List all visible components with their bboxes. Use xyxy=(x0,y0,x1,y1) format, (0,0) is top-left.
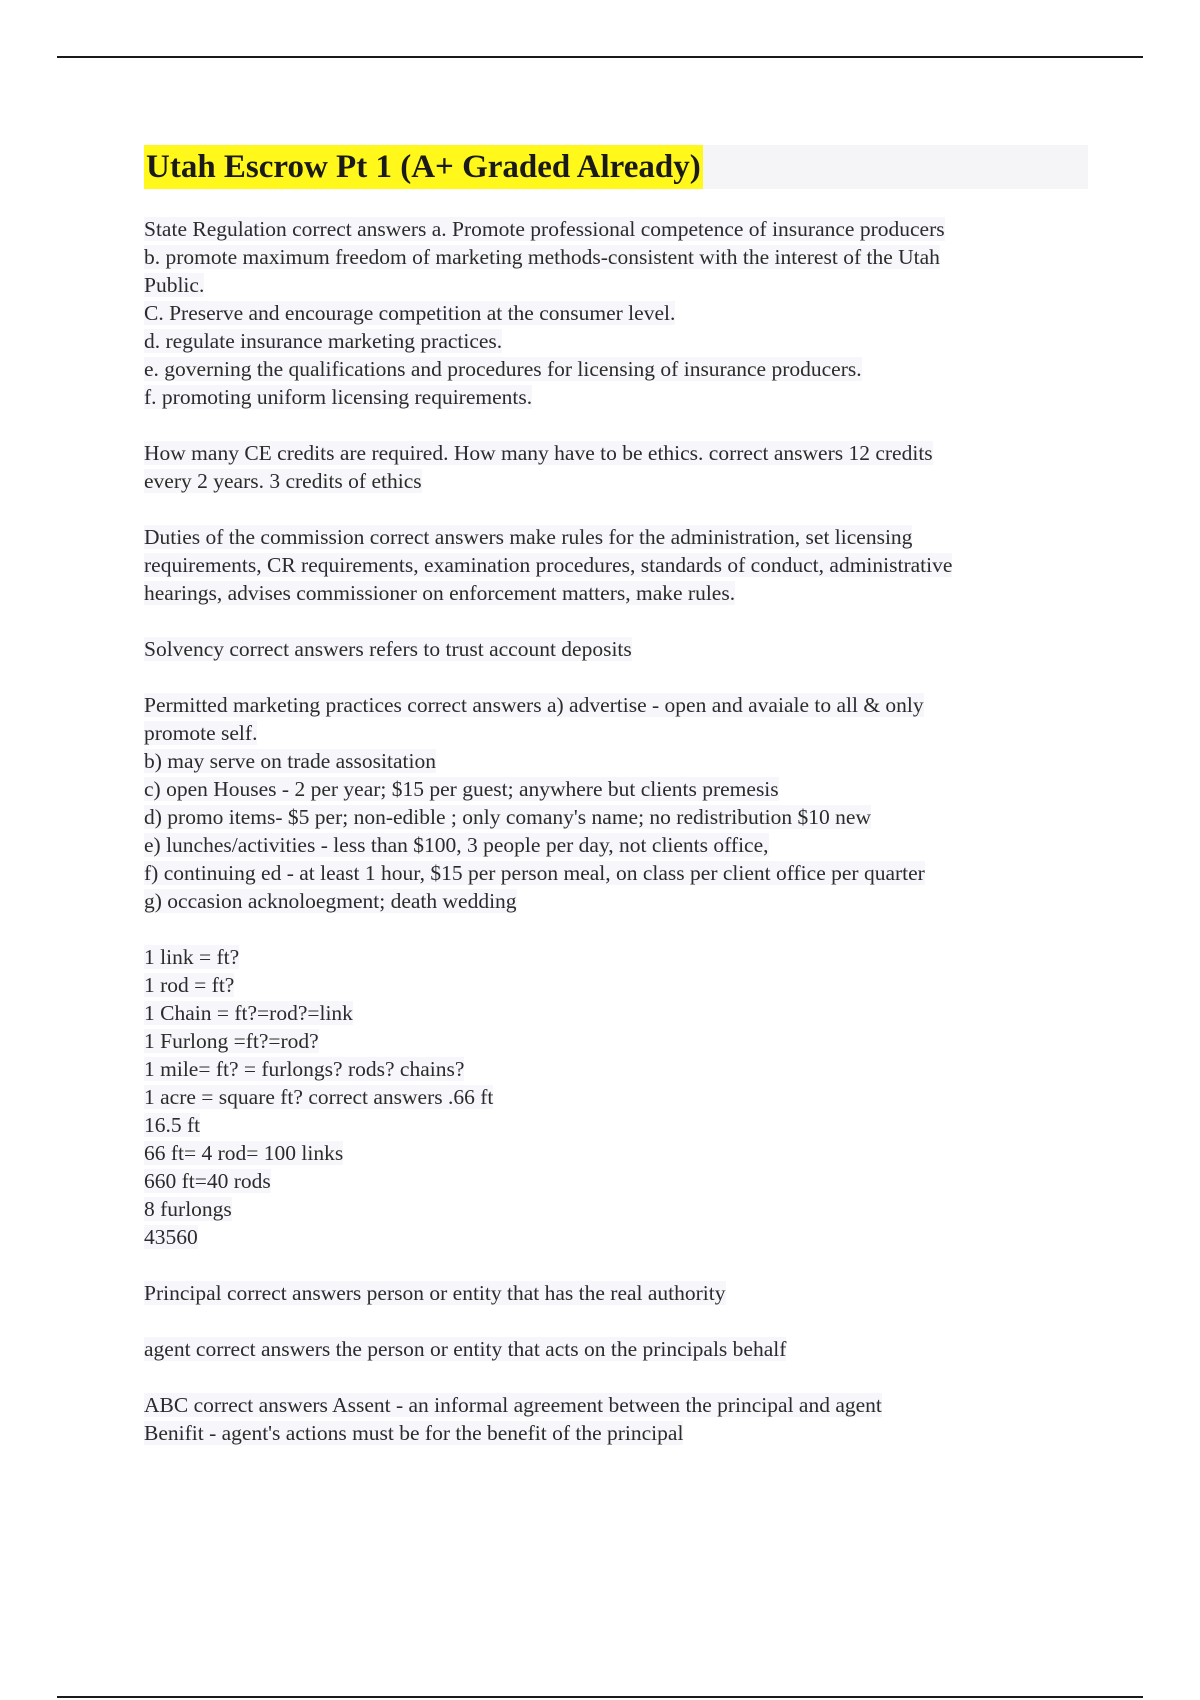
text-line xyxy=(144,215,1094,243)
text-line-content: d. regulate insurance marketing practices. xyxy=(144,329,503,353)
text-line xyxy=(144,1139,1094,1167)
text-line-content: promote self. xyxy=(144,721,258,745)
text-line-content: 8 furlongs xyxy=(144,1197,232,1221)
qa-entry xyxy=(144,943,1094,1251)
qa-entry xyxy=(144,1279,1094,1307)
text-line xyxy=(144,999,1094,1027)
qa-entry xyxy=(144,635,1094,663)
text-line xyxy=(144,747,1094,775)
text-line-content: requirements, CR requirements, examination procedures, standards of conduct, administrative xyxy=(144,553,953,577)
text-line-content: b. promote maximum freedom of marketing methods-consistent with the interest of the Utah xyxy=(144,245,940,269)
text-line-content: Duties of the commission correct answers make rules for the administration, set licensing xyxy=(144,525,913,549)
qa-entry xyxy=(144,523,1094,607)
text-line-content: b) may serve on trade assositation xyxy=(144,749,436,773)
text-line-content: 1 link = ft? xyxy=(144,945,240,969)
text-line-content: 66 ft= 4 rod= 100 links xyxy=(144,1141,344,1165)
text-line-content: c) open Houses - 2 per year; $15 per guest; anywhere but clients premesis xyxy=(144,777,779,801)
text-line-content: 1 Chain = ft?=rod?=link xyxy=(144,1001,353,1025)
qa-entry xyxy=(144,215,1094,411)
text-line-content: How many CE credits are required. How many have to be ethics. correct answers 12 credits xyxy=(144,441,933,465)
text-line xyxy=(144,1111,1094,1139)
text-line xyxy=(144,635,1094,663)
top-rule xyxy=(57,56,1143,58)
qa-entry xyxy=(144,1335,1094,1363)
text-line xyxy=(144,775,1094,803)
text-line-content: 660 ft=40 rods xyxy=(144,1169,271,1193)
qa-entry xyxy=(144,691,1094,915)
text-line xyxy=(144,1391,1094,1419)
text-line-content: f) continuing ed - at least 1 hour, $15 per person meal, on class per client office per quarter xyxy=(144,861,925,885)
text-line-content: every 2 years. 3 credits of ethics xyxy=(144,469,422,493)
text-line xyxy=(144,1195,1094,1223)
text-line-content: ABC correct answers Assent - an informal agreement between the principal and agent xyxy=(144,1393,882,1417)
text-line xyxy=(144,243,1094,271)
text-line xyxy=(144,355,1094,383)
text-line xyxy=(144,1419,1094,1447)
page-title: Utah Escrow Pt 1 (A+ Graded Already) xyxy=(144,145,703,189)
text-line xyxy=(144,327,1094,355)
text-line-content: e) lunches/activities - less than $100, 3 people per day, not clients office, xyxy=(144,833,769,857)
text-line-content: 1 rod = ft? xyxy=(144,973,235,997)
text-line-content: agent correct answers the person or entity that acts on the principals behalf xyxy=(144,1337,787,1361)
text-line xyxy=(144,383,1094,411)
text-line xyxy=(144,1279,1094,1307)
text-line xyxy=(144,271,1094,299)
text-line xyxy=(144,551,1094,579)
qa-entry xyxy=(144,1391,1094,1447)
text-line-content: Benifit - agent's actions must be for the benefit of the principal xyxy=(144,1421,684,1445)
text-line xyxy=(144,803,1094,831)
text-line xyxy=(144,439,1094,467)
document-body xyxy=(144,215,1094,1475)
text-line xyxy=(144,1167,1094,1195)
text-line-content: Public. xyxy=(144,273,205,297)
text-line-content: 43560 xyxy=(144,1225,198,1249)
text-line xyxy=(144,831,1094,859)
text-line xyxy=(144,523,1094,551)
text-line-content: 1 acre = square ft? correct answers .66 ft xyxy=(144,1085,494,1109)
text-line-content: Permitted marketing practices correct answers a) advertise - open and avaiale to all & only xyxy=(144,693,924,717)
text-line-content: Solvency correct answers refers to trust account deposits xyxy=(144,637,632,661)
text-line xyxy=(144,1223,1094,1251)
text-line xyxy=(144,719,1094,747)
text-line xyxy=(144,887,1094,915)
bottom-rule xyxy=(57,1696,1143,1698)
text-line xyxy=(144,859,1094,887)
text-line-content: Principal correct answers person or entity that has the real authority xyxy=(144,1281,726,1305)
qa-entry xyxy=(144,439,1094,495)
text-line xyxy=(144,1055,1094,1083)
text-line-content: 16.5 ft xyxy=(144,1113,201,1137)
text-line-content: State Regulation correct answers a. Promote professional competence of insurance producers xyxy=(144,217,945,241)
text-line xyxy=(144,971,1094,999)
text-line xyxy=(144,1335,1094,1363)
text-line xyxy=(144,1083,1094,1111)
text-line-content: hearings, advises commissioner on enforcement matters, make rules. xyxy=(144,581,736,605)
text-line xyxy=(144,579,1094,607)
text-line-content: d) promo items- $5 per; non-edible ; only comany's name; no redistribution $10 new xyxy=(144,805,871,829)
text-line xyxy=(144,299,1094,327)
text-line xyxy=(144,691,1094,719)
text-line xyxy=(144,1027,1094,1055)
text-line-content: g) occasion acknoloegment; death wedding xyxy=(144,889,517,913)
text-line-content: 1 Furlong =ft?=rod? xyxy=(144,1029,319,1053)
text-line-content: e. governing the qualifications and procedures for licensing of insurance producers. xyxy=(144,357,862,381)
text-line-content: 1 mile= ft? = furlongs? rods? chains? xyxy=(144,1057,465,1081)
text-line-content: C. Preserve and encourage competition at the consumer level. xyxy=(144,301,676,325)
text-line xyxy=(144,467,1094,495)
text-line-content: f. promoting uniform licensing requirements. xyxy=(144,385,533,409)
text-line xyxy=(144,943,1094,971)
